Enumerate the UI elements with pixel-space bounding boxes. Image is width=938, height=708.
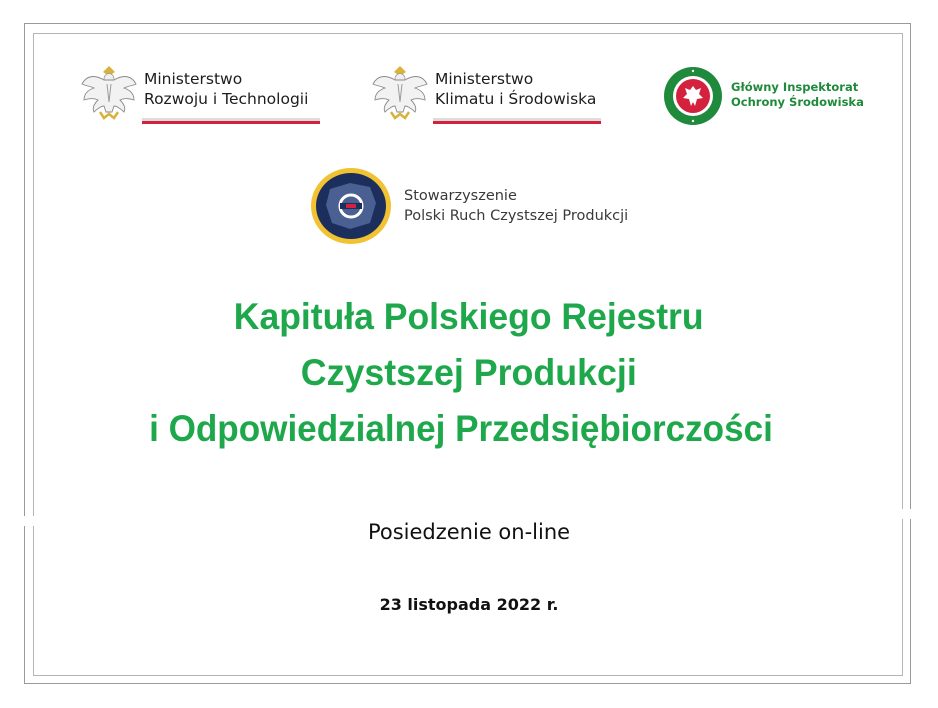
association-line2: Polski Ruch Czystszej Produkcji <box>404 208 629 224</box>
gios-line2: Ochrony Środowiska <box>731 95 864 109</box>
flag-rule <box>142 118 320 124</box>
flag-rule <box>433 118 601 124</box>
frame-gap <box>902 509 916 519</box>
subtitle: Posiedzenie on-line <box>367 520 571 544</box>
ministry2-line1: Ministerstwo <box>435 70 534 88</box>
ministry1-line2: Rozwoju i Technologii <box>144 90 309 108</box>
gios-seal-icon <box>663 66 723 126</box>
title-line-3: i Odpowiedzialnej Przedsiębiorczości <box>149 408 773 449</box>
white-eagle-icon <box>80 66 138 124</box>
title-line-1: Kapituła Polskiego Rejestru <box>234 296 704 337</box>
ministry1-line1: Ministerstwo <box>144 70 243 88</box>
association-line1: Stowarzyszenie <box>404 188 517 204</box>
white-eagle-icon <box>371 66 429 124</box>
gios-line1: Główny Inspektorat <box>731 80 859 94</box>
title-line-2: Czystszej Produkcji <box>300 352 638 393</box>
meeting-date: 23 listopada 2022 r. <box>379 595 559 614</box>
cleaner-production-seal-icon <box>310 167 392 245</box>
ministry2-line2: Klimatu i Środowiska <box>435 90 597 108</box>
